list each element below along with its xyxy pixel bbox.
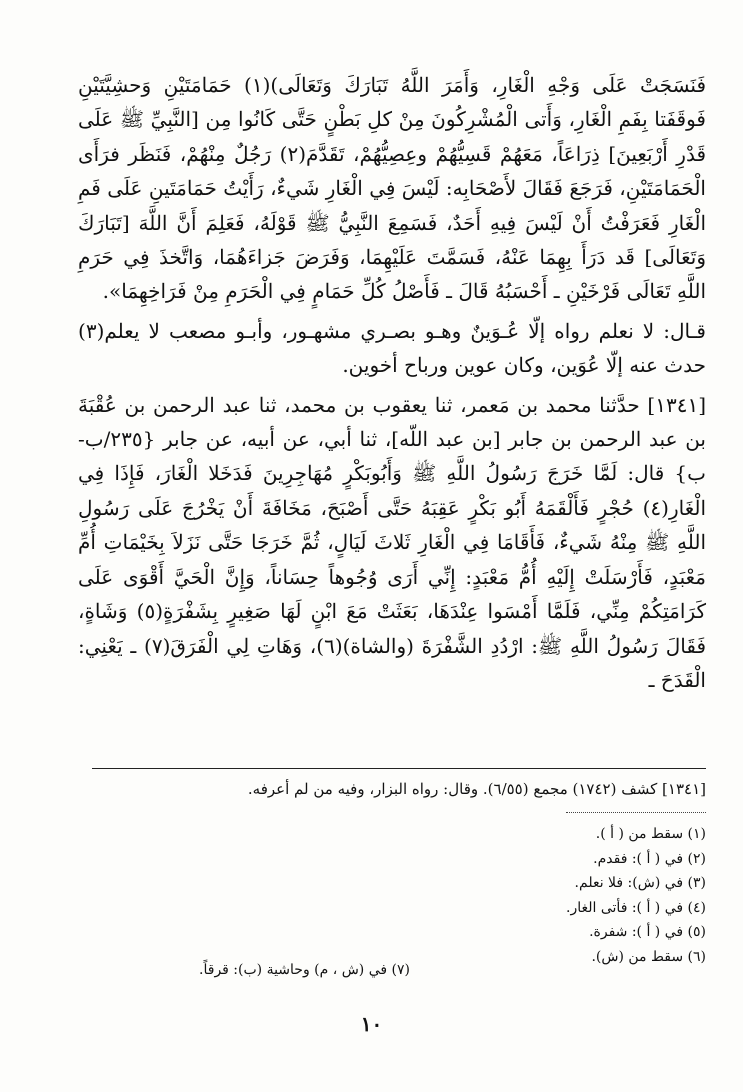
footnote-item: (٥) في ( أ ): شفرة. [589,924,706,940]
page-number: ١٠ [360,1012,383,1036]
footnote-item: (٧) في (ش ، م) وحاشية (ب): قرقاً. [199,962,410,978]
paragraph-commentary: قـال: لا نعلم رواه إلّا عُـوَينٌ وهـو بصـري مشهـور، وأبـو مصعب لا يعلم(٣) حدث عنه إلّا عُوَين، وكان عوين ورباح أخوين. [78,318,706,378]
footnote-item: (١) سقط من ( أ ). [595,826,706,842]
footnote-rule [92,768,706,769]
main-text [78,68,706,697]
footnotes [78,822,706,969]
paragraph-hadith-cont: فَنَسَجَتْ عَلَى وَجْهِ الْغَارِ، وَأَمَرَ اللَّهُ تَبَارَكَ وَتَعَالَى)(١) حَمَامَتَيْنِ وَحشِيَّتَيْنِ فَوقَفَتا بِفَمِ الْغَارِ، وَأَتى الْمُشْرِكُونَ مِنْ كلِ بَطْنٍ حَتَّى كَانُوا مِن [النَّبِيِّ ﷺ عَلَى قَدْرِ أَرْبَعِينَ] ذِرَاعَاً، مَعَهُمْ قَسِيُّهُمْ وعِصِيُّهُمْ، تَقَدَّمَ(٢) رَجُلٌ مِنْهُمْ، فَنَظَر فرَأَى الْحَمَامَتَيْنِ، فَرَجَعَ فَقَالَ لأَصْحَابِه: لَيْسَ فِي الْغَارِ شَيءٌ، رَأَيْتُ حَمَامَتَينِ عَلَى فَمِ الْغَارِ فَعَرَفْتُ أَنْ لَيْسَ فِيهِ أَحَدٌ، فَسَمِعَ النَّبِيُّ ﷺ قَوْلَهُ، فَعَلِمَ أَنَّ اللَّهَ [تَبَارَكَ وَتَعَالَى] قَد دَرَأَ بِهِمَا عَنْهُ، فَسَمَّتَ عَلَيْهِمَا، وَفَرَضَ جَزاءَهُمَا، وَاتَّخذَ فِي حَرَمِ اللَّهِ تَعَالَى فَرْخَيْنِ ـ أَحْسَبُهُ قَالَ ـ فَأَصْلُ كُلِّ حَمَامٍ فِي الْحَرَمِ مِنْ فَرَاخِهِمَا». [78,73,707,304]
footnote-item: (٦) سقط من (ش). [591,948,706,965]
footnote-item: (٣) في (ش): فلا نعلم. [574,875,706,891]
paragraph-hadith-1341: [١٣٤١] حدَّثنا محمد بن مَعمر، ثنا يعقوب بن محمد، ثنا عبد الرحمن بن عُقْبَةَ بن عبد الرحمن بن جابر [بن عبد اللّه]، ثنا أبي، عن أبيه، عن جابر {٢٣٥/ب-ب} قال: لَمَّا خَرَجَ رَسُولُ اللَّهِ ﷺ وَأَبُوبَكْرٍ مُهَاجِرِينَ فَدَخَلا الْغَارَ، فَإِذَا فِي الْغَارِ(٤) حُجْرٍ فَأَلْقَمَهُ أَبُو بَكْرٍ عَقِبَهُ حَتَّى أَصْبَحَ، مَخَافَةَ أَنْ يَخْرُجَ عَلَى رَسُولِ اللَّهِ ﷺ مِنْهُ شَيءٌ، فَأَقَامَا فِي الْغَارِ ثَلاثَ لَيَالٍ، ثُمَّ خَرَجَا حَتَّى نَزَلاَ بِخَيْمَاتِ أُمِّ مَعْبَدٍ، فَأَرْسَلَتْ إِلَيْهِ أُمُّ مَعْبَدٍ: إِنِّي أَرَى وُجُوهاً حِسَاناً، وَإِنَّ الْحَيَّ أَقْوَى عَلَى كَرَامَتِكُمْ مِنِّي، فَلَمَّا أَمْسَوا عِنْدَهَا، بَعَثَتْ مَعَ ابْنٍ لَهَا صَغِيرٍ بِشَفْرَةٍ(٥) وَشَاةٍ، فَقَالَ رَسُولُ اللَّهِ ﷺ: ارْدُدِ الشَّفْرَةَ (والشاة)(٦)، وَهَاتِ لِي الْفَرَقَ(٧) ـ يَعْنِي: الْقَدَحَ ـ [78,392,707,692]
takhrij-note: [١٣٤١] كشف (١٧٤٢) مجمع (٦/٥٥). وقال: رواه البزار، وفيه من لم أعرفه. [247,780,706,798]
footnote-item: (٤) في ( أ ): فأتى الغار. [566,899,706,916]
footnote-separator [566,812,706,813]
footnote-item: (٢) في ( أ ): فقدم. [593,850,706,867]
